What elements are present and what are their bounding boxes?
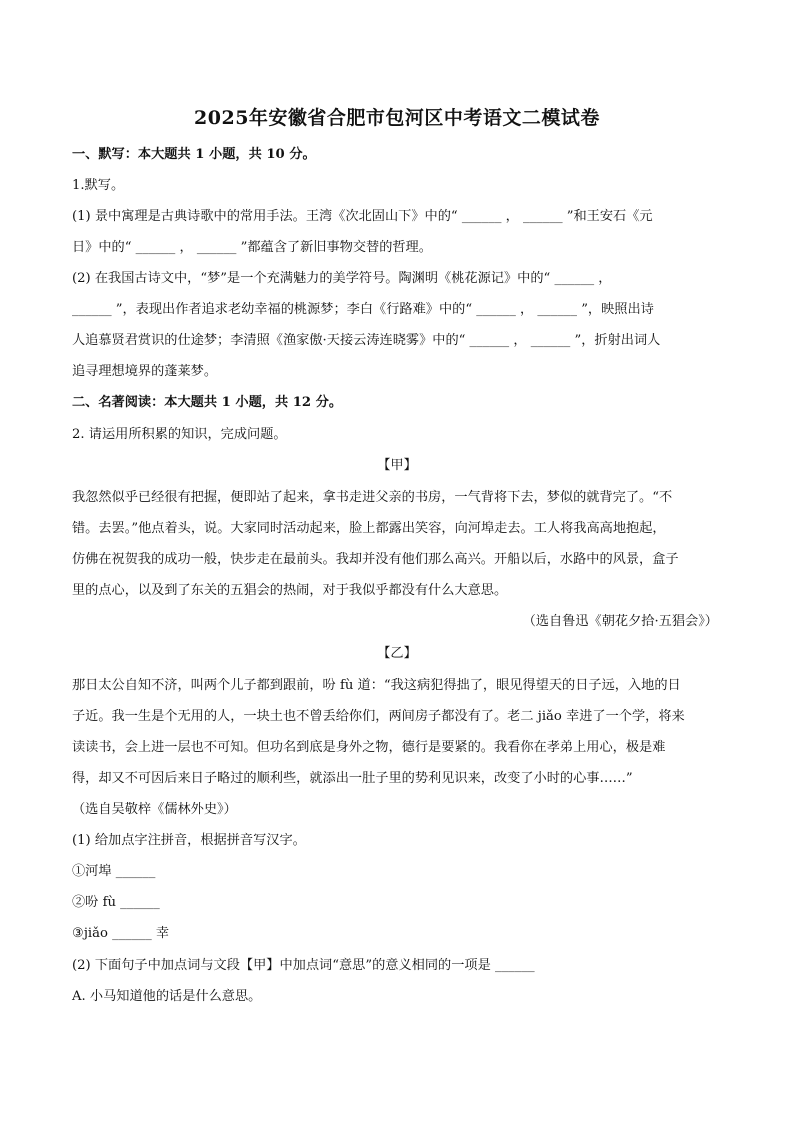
text-line: ③jiǎo ______ 幸: [72, 926, 170, 941]
text-line: （选自吴敬梓《儒林外史》）: [72, 802, 237, 817]
text-line: (1) 景中寓理是古典诗歌中的常用手法。王湾《次北固山下》中的“ ______ ， ______ ”和王安石《元: [72, 209, 653, 224]
section-heading: 二、名著阅读：本大题共 1 小题，共 12 分。: [72, 395, 343, 410]
text-line: 得，却又不可因后来日子略过的顺利些，就添出一肚子里的势利见识来，改变了小时的心事……”: [72, 771, 633, 786]
text-line: ______ ”，表现出作者追求老幼幸福的桃源梦；李白《行路难》中的“ ______ ， ______ ”，映照出诗: [72, 302, 654, 317]
text-line: (2) 下面句子中加点词与文段【甲】中加点词“意思”的意义相同的一项是 ______: [72, 958, 535, 973]
text-line: 子近。我一生是个无用的人，一块土也不曾丢给你们，两间房子都没有了。老二 jiǎo 幸进了一个学，将来: [72, 709, 685, 724]
passage-label: 【乙】: [377, 646, 417, 661]
text-line: 追寻理想境界的蓬莱梦。: [72, 364, 218, 379]
exam-title: 2025年安徽省合肥市包河区中考语文二模试卷: [194, 107, 600, 129]
text-line: 我忽然似乎已经很有把握，便即站了起来，拿书走进父亲的书房，一气背将下去，梦似的就背完了。“不: [72, 490, 673, 505]
text-line: 日》中的“ ______ ， ______ ”都蕴含了新旧事物交替的哲理。: [72, 240, 432, 255]
source-citation: （选自鲁迅《朝花夕拾·五猖会》）: [522, 614, 718, 629]
section-heading: 一、默写：本大题共 1 小题，共 10 分。: [72, 147, 316, 162]
text-line: 仿佛在祝贺我的成功一般，快步走在最前头。我却并没有他们那么高兴。开船以后，水路中的风景，盒子: [72, 552, 679, 567]
text-line: 那日太公自知不济，叫两个儿子都到跟前，吩 fù 道：“我这病犯得拙了，眼见得望天的日子远，入地的日: [72, 678, 681, 693]
text-line: A. 小马知道他的话是什么意思。: [72, 989, 262, 1004]
text-line: (2) 在我国古诗文中，“梦”是一个充满魅力的美学符号。陶渊明《桃花源记》中的“ ______ ，: [72, 271, 612, 286]
text-line: 读读书，会上进一层也不可知。但功名到底是身外之物，德行是要紧的。我看你在孝弟上用心，极是难: [72, 740, 666, 755]
text-line: ②吩 fù ______: [72, 895, 160, 910]
text-line: (1) 给加点字注拼音，根据拼音写汉字。: [72, 833, 306, 848]
text-line: 里的点心，以及到了东关的五猖会的热闹，对于我似乎都没有什么大意思。: [72, 583, 508, 598]
passage-label: 【甲】: [377, 458, 417, 473]
text-line: ①河埠 ______: [72, 864, 156, 879]
text-line: 人追慕贤君赏识的仕途梦；李清照《渔家傲·天接云涛连晓雾》中的“ ______ ， ______ ”，折射出词人: [72, 333, 661, 348]
text-line: 错。去罢。”他点着头，说。大家同时活动起来，脸上都露出笑容，向河埠走去。工人将我高高地抱起，: [72, 521, 666, 536]
text-line: 1.默写。: [72, 178, 125, 193]
text-line: 2. 请运用所积累的知识，完成问题。: [72, 427, 287, 442]
